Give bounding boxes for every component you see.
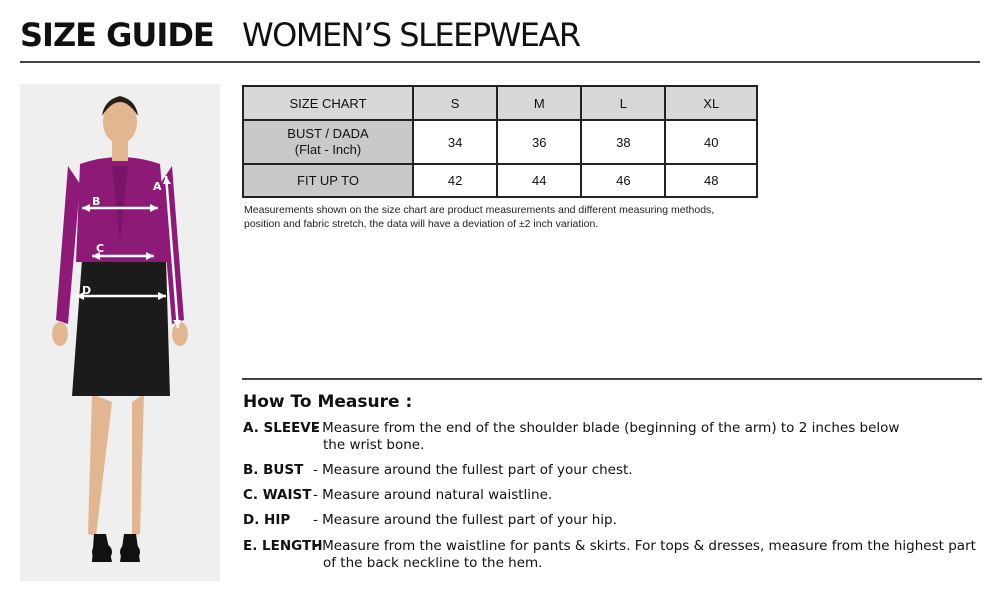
how-to-measure-title: How To Measure :	[243, 392, 413, 412]
measure-desc: - Measure around the fullest part of your chest.	[313, 462, 633, 478]
measure-desc-cont: of the back neckline to the hem.	[323, 555, 543, 571]
bust-xl: 40	[665, 120, 757, 164]
measure-key: D. HIP	[243, 512, 291, 528]
size-chart-header: SIZE CHART	[243, 86, 413, 120]
size-chart-note-line1: Measurements shown on the size chart are product measurements and different measuring methods,	[244, 204, 715, 216]
bust-l: 38	[581, 120, 665, 164]
size-col-s: S	[413, 86, 497, 120]
size-chart-note	[244, 204, 764, 231]
row-label-bust-line1: BUST / DADA	[287, 126, 369, 141]
table-row	[243, 120, 757, 164]
fit-m: 44	[497, 164, 581, 197]
bust-m: 36	[497, 120, 581, 164]
model-illustration	[20, 84, 220, 581]
measure-desc: - Measure around natural waistline.	[313, 487, 553, 503]
measure-desc: - Measure around the fullest part of your hip.	[313, 512, 617, 528]
measure-desc: - Measure from the end of the shoulder blade (beginning of the arm) to 2 inches below	[313, 420, 900, 436]
measure-desc: - Measure from the waistline for pants & skirts. For tops & dresses, measure from the highest part	[313, 538, 976, 554]
label-d: D	[82, 284, 92, 297]
measure-key: C. WAIST	[243, 487, 312, 503]
model-photo	[20, 84, 220, 581]
header-divider	[20, 61, 980, 63]
size-col-l: L	[581, 86, 665, 120]
size-chart-table	[242, 85, 758, 198]
row-label-fit: FIT UP TO	[243, 164, 413, 197]
fit-s: 42	[413, 164, 497, 197]
page-title: SIZE GUIDE	[20, 16, 214, 54]
size-chart-note-line2: position and fabric stretch, the data will have a deviation of ±2 inch variation.	[244, 217, 599, 230]
fit-l: 46	[581, 164, 665, 197]
size-chart-header-row	[243, 86, 757, 120]
measure-key: E. LENGTH	[243, 538, 323, 554]
measure-key: A. SLEEVE	[243, 420, 320, 436]
size-col-xl: XL	[665, 86, 757, 120]
row-label-bust	[243, 120, 413, 164]
page-subtitle: WOMEN’S SLEEPWEAR	[242, 16, 580, 54]
bust-s: 34	[413, 120, 497, 164]
label-c: C	[96, 242, 105, 255]
table-row	[243, 164, 757, 197]
size-col-m: M	[497, 86, 581, 120]
label-b: B	[92, 195, 101, 208]
fit-xl: 48	[665, 164, 757, 197]
label-a: A	[153, 180, 162, 193]
measure-key: B. BUST	[243, 462, 304, 478]
row-label-bust-line2: (Flat - Inch)	[294, 142, 362, 157]
section-divider	[242, 378, 982, 380]
measure-desc-cont: the wrist bone.	[323, 437, 425, 453]
